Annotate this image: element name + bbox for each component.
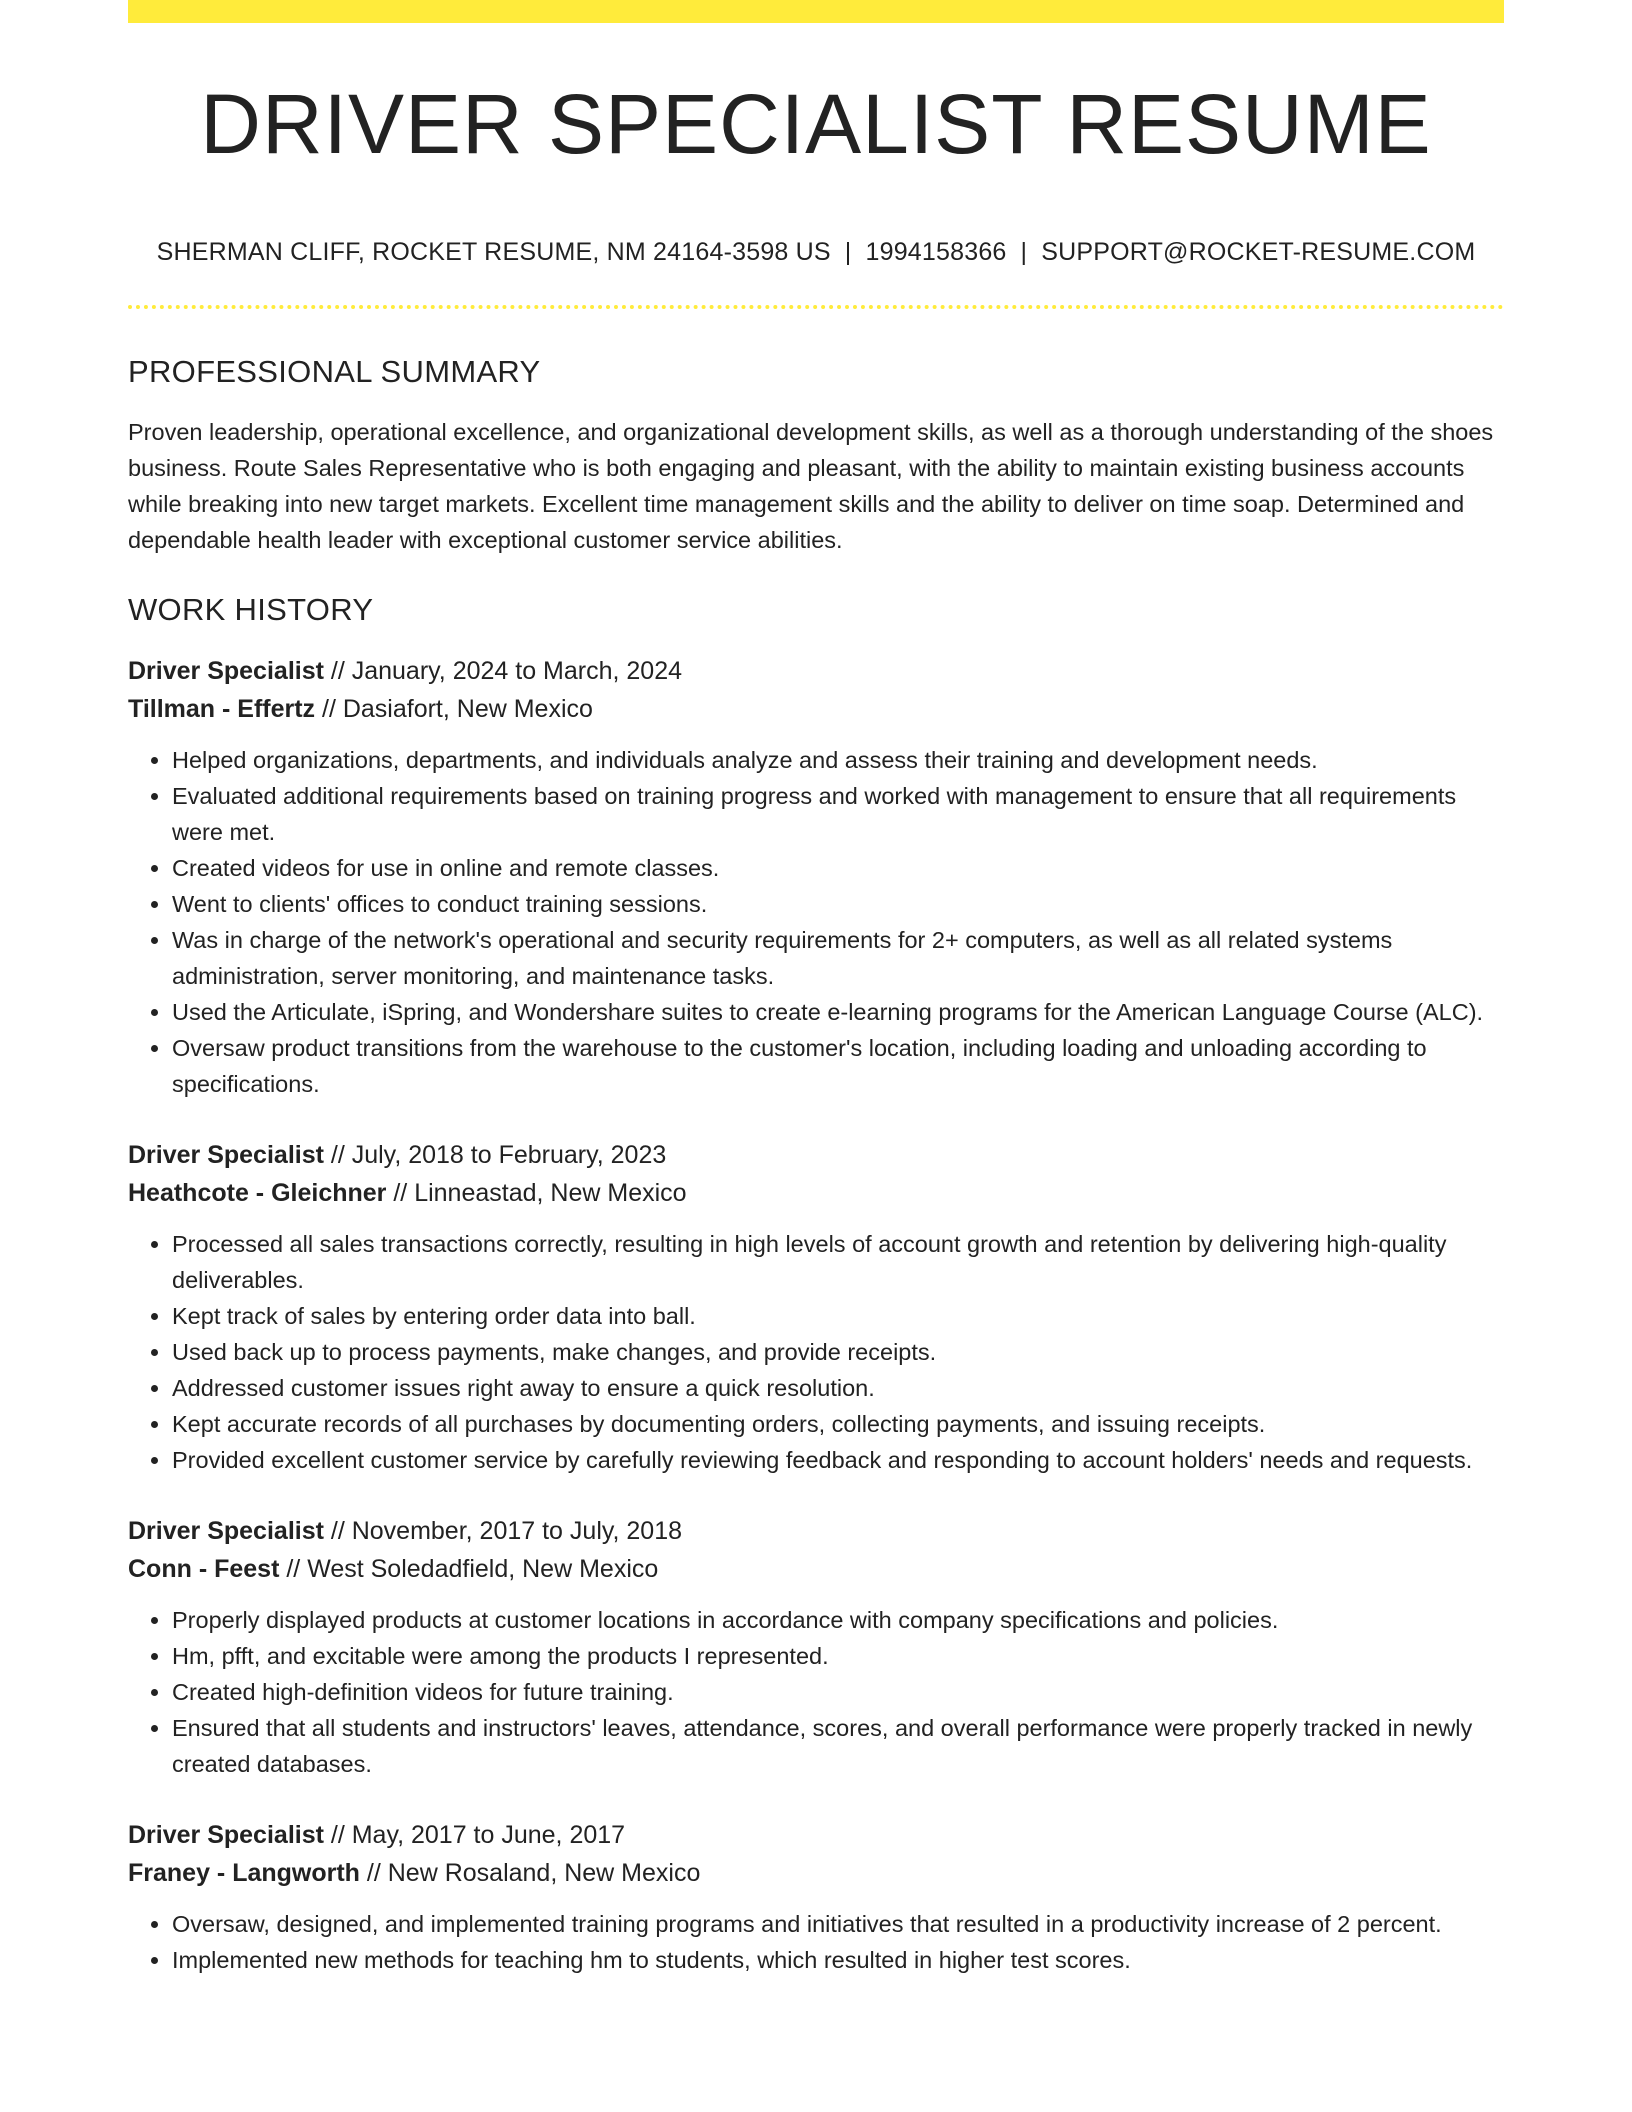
job-bullet: • Used the Articulate, iSpring, and Wondershare suites to create e-learning programs for the American Language Course (ALC). (172, 994, 1504, 1030)
job-bullet: • Ensured that all students and instructors' leaves, attendance, scores, and overall performance were properly tracked in newly created databases. (172, 1710, 1504, 1782)
job-bullet: • Processed all sales transactions correctly, resulting in high levels of account growth and retention by delivering high-quality deliverables. (172, 1226, 1504, 1298)
job-bullet: • Implemented new methods for teaching hm to students, which resulted in higher test scores. (172, 1942, 1504, 1978)
job-role: Driver Specialist (128, 1821, 324, 1849)
job-bullet: • Oversaw product transitions from the warehouse to the customer's location, including loading and unloading according to specifications. (172, 1030, 1504, 1102)
job-title-line (128, 1816, 1504, 1854)
job-company-line (128, 1854, 1504, 1892)
job-bullet: • Went to clients' offices to conduct training sessions. (172, 886, 1504, 922)
job-bullet-list (128, 1906, 1504, 1978)
contact-phone: 1994158366 (865, 238, 1007, 266)
work-history-heading: WORK HISTORY (128, 592, 374, 627)
job-location: // West Soledadfield, New Mexico (279, 1555, 659, 1583)
job-entry (128, 1136, 1504, 1478)
job-company: Franey - Langworth (128, 1859, 360, 1887)
job-bullet: • Hm, pfft, and excitable were among the products I represented. (172, 1638, 1504, 1674)
job-bullet: • Kept accurate records of all purchases by documenting orders, collecting payments, and issuing receipts. (172, 1406, 1504, 1442)
job-entry (128, 1512, 1504, 1782)
resume-body (128, 354, 1504, 2012)
job-bullet: • Used back up to process payments, make changes, and provide receipts. (172, 1334, 1504, 1370)
job-bullet: • Properly displayed products at customer locations in accordance with company specifications and policies. (172, 1602, 1504, 1638)
job-company: Tillman - Effertz (128, 695, 316, 723)
summary-heading: PROFESSIONAL SUMMARY (128, 354, 541, 389)
job-company: Heathcote - Gleichner (128, 1179, 387, 1207)
job-role: Driver Specialist (128, 1517, 324, 1545)
job-bullet-list (128, 742, 1504, 1102)
contact-line (128, 238, 1504, 267)
job-bullet: • Evaluated additional requirements based on training progress and worked with management to ensure that all requirements were met. (172, 778, 1504, 850)
dotted-divider (128, 305, 1504, 309)
job-dates: // November, 2017 to July, 2018 (323, 1517, 683, 1545)
job-location: // Linneastad, New Mexico (386, 1179, 687, 1207)
job-bullet: • Created videos for use in online and remote classes. (172, 850, 1504, 886)
job-bullet: • Helped organizations, departments, and individuals analyze and assess their training and development needs. (172, 742, 1504, 778)
job-bullet: • Oversaw, designed, and implemented training programs and initiatives that resulted in a productivity increase of 2 percent. (172, 1906, 1504, 1942)
job-bullet: • Provided excellent customer service by carefully reviewing feedback and responding to account holders' needs and requests. (172, 1442, 1504, 1478)
job-dates: // January, 2024 to March, 2024 (323, 657, 683, 685)
summary-text: Proven leadership, operational excellence, and organizational development skills, as well as a thorough understanding of the shoes business. Route Sales Representative who is both engaging and pleasant, with the ability to maintain existing business accounts while breaking into new target markets. Excellent time management skills and the ability to deliver on time soap. Determined and dependable health leader with exceptional customer service abilities. (128, 419, 1494, 553)
job-bullet: • Created high-definition videos for future training. (172, 1674, 1504, 1710)
job-location: // Dasiafort, New Mexico (315, 695, 593, 723)
page-title: DRIVER SPECIALIST RESUME (200, 77, 1432, 171)
contact-separator: | (844, 238, 852, 266)
job-role: Driver Specialist (128, 657, 324, 685)
job-company-line (128, 1174, 1504, 1212)
job-dates: // May, 2017 to June, 2017 (323, 1821, 626, 1849)
job-company-line (128, 690, 1504, 728)
job-entry (128, 652, 1504, 1102)
job-title-line (128, 1136, 1504, 1174)
top-accent-bar (128, 0, 1504, 23)
job-location: // New Rosaland, New Mexico (359, 1859, 701, 1887)
contact-separator: | (1020, 238, 1028, 266)
contact-email: SUPPORT@ROCKET-RESUME.COM (1041, 238, 1476, 266)
job-bullet-list (128, 1602, 1504, 1782)
job-role: Driver Specialist (128, 1141, 324, 1169)
job-title-line (128, 652, 1504, 690)
job-bullet: • Addressed customer issues right away to ensure a quick resolution. (172, 1370, 1504, 1406)
job-bullet-list (128, 1226, 1504, 1478)
job-title-line (128, 1512, 1504, 1550)
job-company: Conn - Feest (128, 1555, 280, 1583)
job-entry (128, 1816, 1504, 1978)
job-dates: // July, 2018 to February, 2023 (323, 1141, 667, 1169)
job-company-line (128, 1550, 1504, 1588)
contact-address: SHERMAN CLIFF, ROCKET RESUME, NM 24164-3598 US (156, 238, 831, 266)
job-bullet: • Was in charge of the network's operational and security requirements for 2+ computers, as well as all related systems administration, server monitoring, and maintenance tasks. (172, 922, 1504, 994)
job-list (128, 652, 1504, 1978)
job-bullet: • Kept track of sales by entering order data into ball. (172, 1298, 1504, 1334)
